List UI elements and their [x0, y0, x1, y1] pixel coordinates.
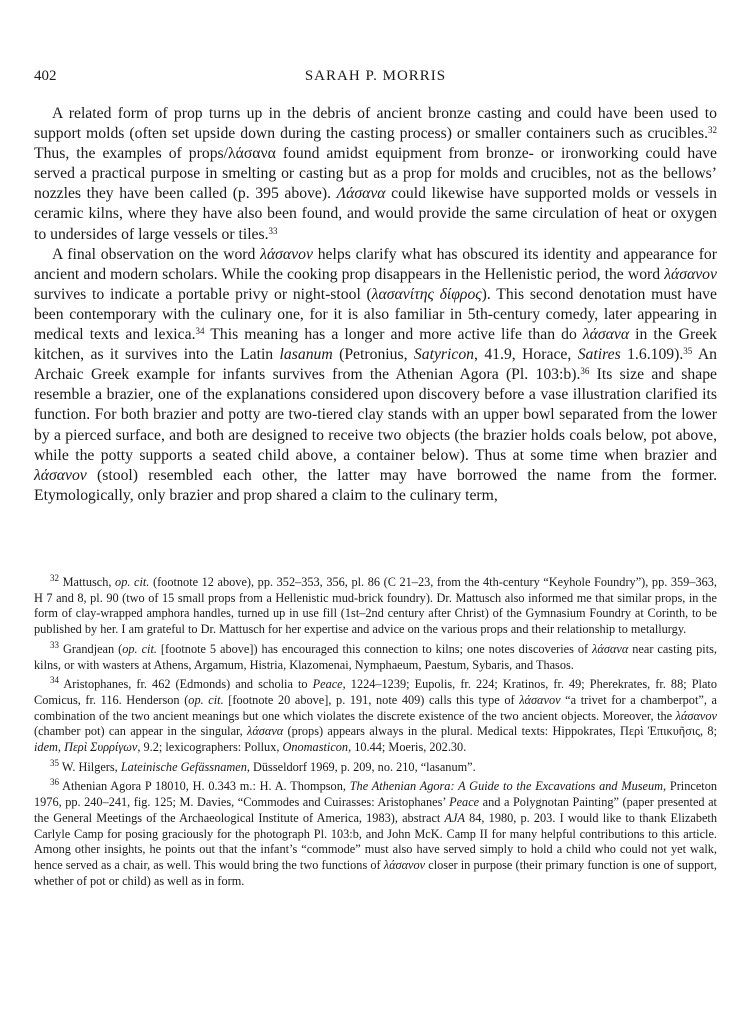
italic-text: Satyricon	[413, 346, 475, 364]
text-run: , 1224–1239; Eupolis, fr. 224; Kratinos, fr. 49; Pherekrates, fr. 88; Plato Comicus, fr. 116. Henderson (	[34, 677, 717, 707]
body-text	[34, 104, 717, 506]
footnote	[34, 677, 717, 756]
text-run: A final observation on the word	[52, 245, 261, 263]
text-run: Mattusch,	[59, 575, 116, 589]
text-run: survives to indicate a portable privy or night-stool (	[34, 285, 372, 303]
italic-text: idem	[34, 740, 58, 755]
text-run: Thus, the examples of props/λάσανα found amidst equipment from bronze- or ironworking could have served a practical purpose in smelting or casting but as a prop for molds and crucibles, not as the bellows’ nozzles they have been called (p. 395 above).	[34, 145, 717, 203]
text-run: ). This second denotation must have been contemporary with the culinary one, for it is also familiar in 5th-century comedy, later appearing in medical texts and lexica.	[34, 285, 717, 344]
italic-text: The Athenian Agora: A Guide to the Excavations and Museum	[349, 779, 663, 794]
text-run: (stool) resembled each other, the latter may have borrowed the name from the former. Etymologically, only brazier and prop shared a claim to the culinary term,	[34, 466, 717, 504]
running-head: SARAH P. MORRIS	[304, 68, 447, 84]
text-run: 84, 1980, p. 203. I would like to thank Elizabeth Carlyle Camp for posing graciously for the photograph Pl. 103:b, and John McK. Camp II for many helpful contributions to this article. Among other insights, he points out that the infant’s “commode” must also have served simply to hold a child who could not yet walk, hence served as a chair, as well. This would bring the two functions of	[34, 810, 717, 872]
text-run: 1.6.109).	[620, 346, 684, 364]
text-run: (chamber pot) can appear in the singular,	[34, 724, 248, 739]
italic-text: Peace	[449, 795, 480, 810]
text-run: [footnote 20 above], p. 191, note 409) calls this type of	[223, 692, 520, 707]
page-header	[34, 68, 717, 90]
footnote-ref: 35	[50, 757, 59, 768]
text-run: Aristophanes, fr. 462 (Edmonds) and scholia to	[59, 677, 313, 692]
body-paragraph	[34, 104, 717, 245]
text-run: W. Hilgers,	[59, 759, 121, 774]
footnote-ref: 36	[580, 366, 590, 377]
italic-text: λάσανον	[664, 265, 717, 283]
text-run: , 41.9, Horace,	[474, 346, 578, 364]
text-run: This meaning has a longer and more active life than do	[204, 326, 583, 344]
text-run: (footnote 12 above), pp. 352–353, 356, pl. 86 (C 21–23, from the 4th-century “Keyhole Foundry”), pp. 359–363, H 7 and 8, pl. 90 (two of 15 small props from a Hellenistic mud-brick foundry). Dr. Mattusch also informed me that similar props, in the form of clay-wrapped amphora handles, turned up in use fill (1st–2nd century after Christ) of the Gymnasium Foundry at Corinth, to be published by her. I am grateful to Dr. Mattusch for her expertise and advice on the various props and their relationship to metallurgy.	[34, 575, 718, 637]
footnote-ref: 33	[50, 639, 59, 650]
text-run: “a trivet for a chamberpot”, a combination of the two ancient meanings but one which violates the discrete existence of the two ancient objects. Moreover, the	[34, 692, 717, 723]
text-run: A related form of prop turns up in the debris of ancient bronze casting and could have been used to support molds (often set upside down during the casting process) or smaller containers such as crucibles.	[34, 105, 717, 143]
italic-text: Περὶ Συρρίγων	[64, 740, 138, 755]
italic-text: λάσανον	[260, 245, 313, 263]
text-run: [footnote 5 above]) has encouraged this connection to kilns; one notes discoveries of	[156, 641, 593, 656]
italic-text: AJA	[444, 810, 465, 825]
footnote-ref: 32	[50, 573, 59, 583]
italic-text: λάσανον	[519, 692, 561, 707]
italic-text: op. cit.	[115, 575, 150, 589]
text-run: (props) appears always in the plural. Medical texts: Hippokrates, Περὶ Ἐπικυῆσις, 8;	[283, 724, 717, 739]
italic-text: op. cit.	[188, 692, 224, 707]
text-run: ,	[57, 740, 65, 755]
footnote	[34, 575, 717, 638]
italic-text: λάσανα	[582, 326, 630, 344]
text-run: An Archaic Greek example for infants survives from the Athenian Agora (Pl. 103:b).	[34, 346, 717, 384]
footnote	[34, 779, 717, 889]
text-run: , 9.2; lexicographers: Pollux,	[137, 740, 283, 755]
body-paragraph	[34, 245, 717, 506]
text-run: , Princeton 1976, pp. 240–241, fig. 125; M. Davies, “Commodes and Cuirasses: Aristophanes’	[34, 779, 717, 810]
text-run: Grandjean (	[59, 641, 123, 656]
italic-text: λάσανον	[675, 708, 717, 723]
italic-text: Λάσανα	[336, 185, 386, 203]
italic-text: op. cit.	[122, 641, 157, 656]
text-run: closer in purpose (their primary function is one of support, whether of pot or child) as well as in form.	[34, 857, 717, 888]
text-run: , Düsseldorf 1969, p. 209, no. 210, “lasanum”.	[246, 759, 476, 774]
footnote-ref: 33	[268, 225, 278, 236]
footnote-ref: 36	[50, 777, 59, 788]
page-number: 402	[34, 68, 57, 84]
text-run: in the Greek kitchen, as it survives into the Latin	[34, 326, 717, 364]
footnote	[34, 639, 718, 673]
footnote-ref: 34	[50, 675, 59, 686]
text-run: , 10.44; Moeris, 202.30.	[348, 740, 467, 755]
text-run: (Petronius,	[332, 346, 414, 364]
italic-text: λασανίτης δίφρος	[371, 285, 482, 303]
italic-text: Peace	[312, 677, 343, 692]
text-run: helps clarify what has obscured its identity and appearance for ancient and modern scholars. While the cooking prop disappears in the Hellenistic period, the word	[34, 245, 717, 283]
footnote	[34, 757, 717, 776]
text-run: could likewise have supported molds or vessels in ceramic kilns, where they have also been found, and would provide the same circulation of heat or oxygen to undersides of large vessels or tiles.	[34, 185, 717, 243]
italic-text: Satires	[577, 346, 621, 364]
italic-text: λάσανα	[247, 724, 284, 739]
italic-text: Onomasticon	[282, 740, 349, 755]
italic-text: lasanum	[279, 346, 333, 364]
text-run: near casting pits, kilns, or with wasters at Athens, Argamum, Histria, Klazomenai, Nymphaeum, Paestum, Sybaris, and Thasos.	[34, 641, 718, 672]
italic-text: Lateinische Gefässnamen	[120, 759, 247, 774]
italic-text: λάσανα	[592, 641, 629, 656]
footnotes	[34, 575, 717, 893]
text-run: Its size and shape resemble a brazier, one of the explanations considered upon discovery before a vase illustration clarified its function. For both brazier and potty are two-tiered clay stands with an upper bowl separated from the lower by a pierced surface, and both are designed to receive two objects (the brazier holds coals below, pot above, while the potty supports a seated child above, a container below). Thus at some time when brazier and	[34, 366, 717, 464]
footnote-ref: 34	[195, 326, 205, 337]
italic-text: λάσανον	[383, 857, 426, 872]
text-run: and a Polygnotan Painting” (paper presented at the General Meetings of the Archaeological Institute of America, 1983), abstract	[34, 795, 717, 825]
italic-text: λάσανον	[34, 466, 87, 484]
footnote-ref: 35	[683, 346, 693, 357]
text-run: Athenian Agora P 18010, H. 0.343 m.: H. A. Thompson,	[59, 779, 350, 794]
footnote-ref: 32	[708, 125, 717, 136]
